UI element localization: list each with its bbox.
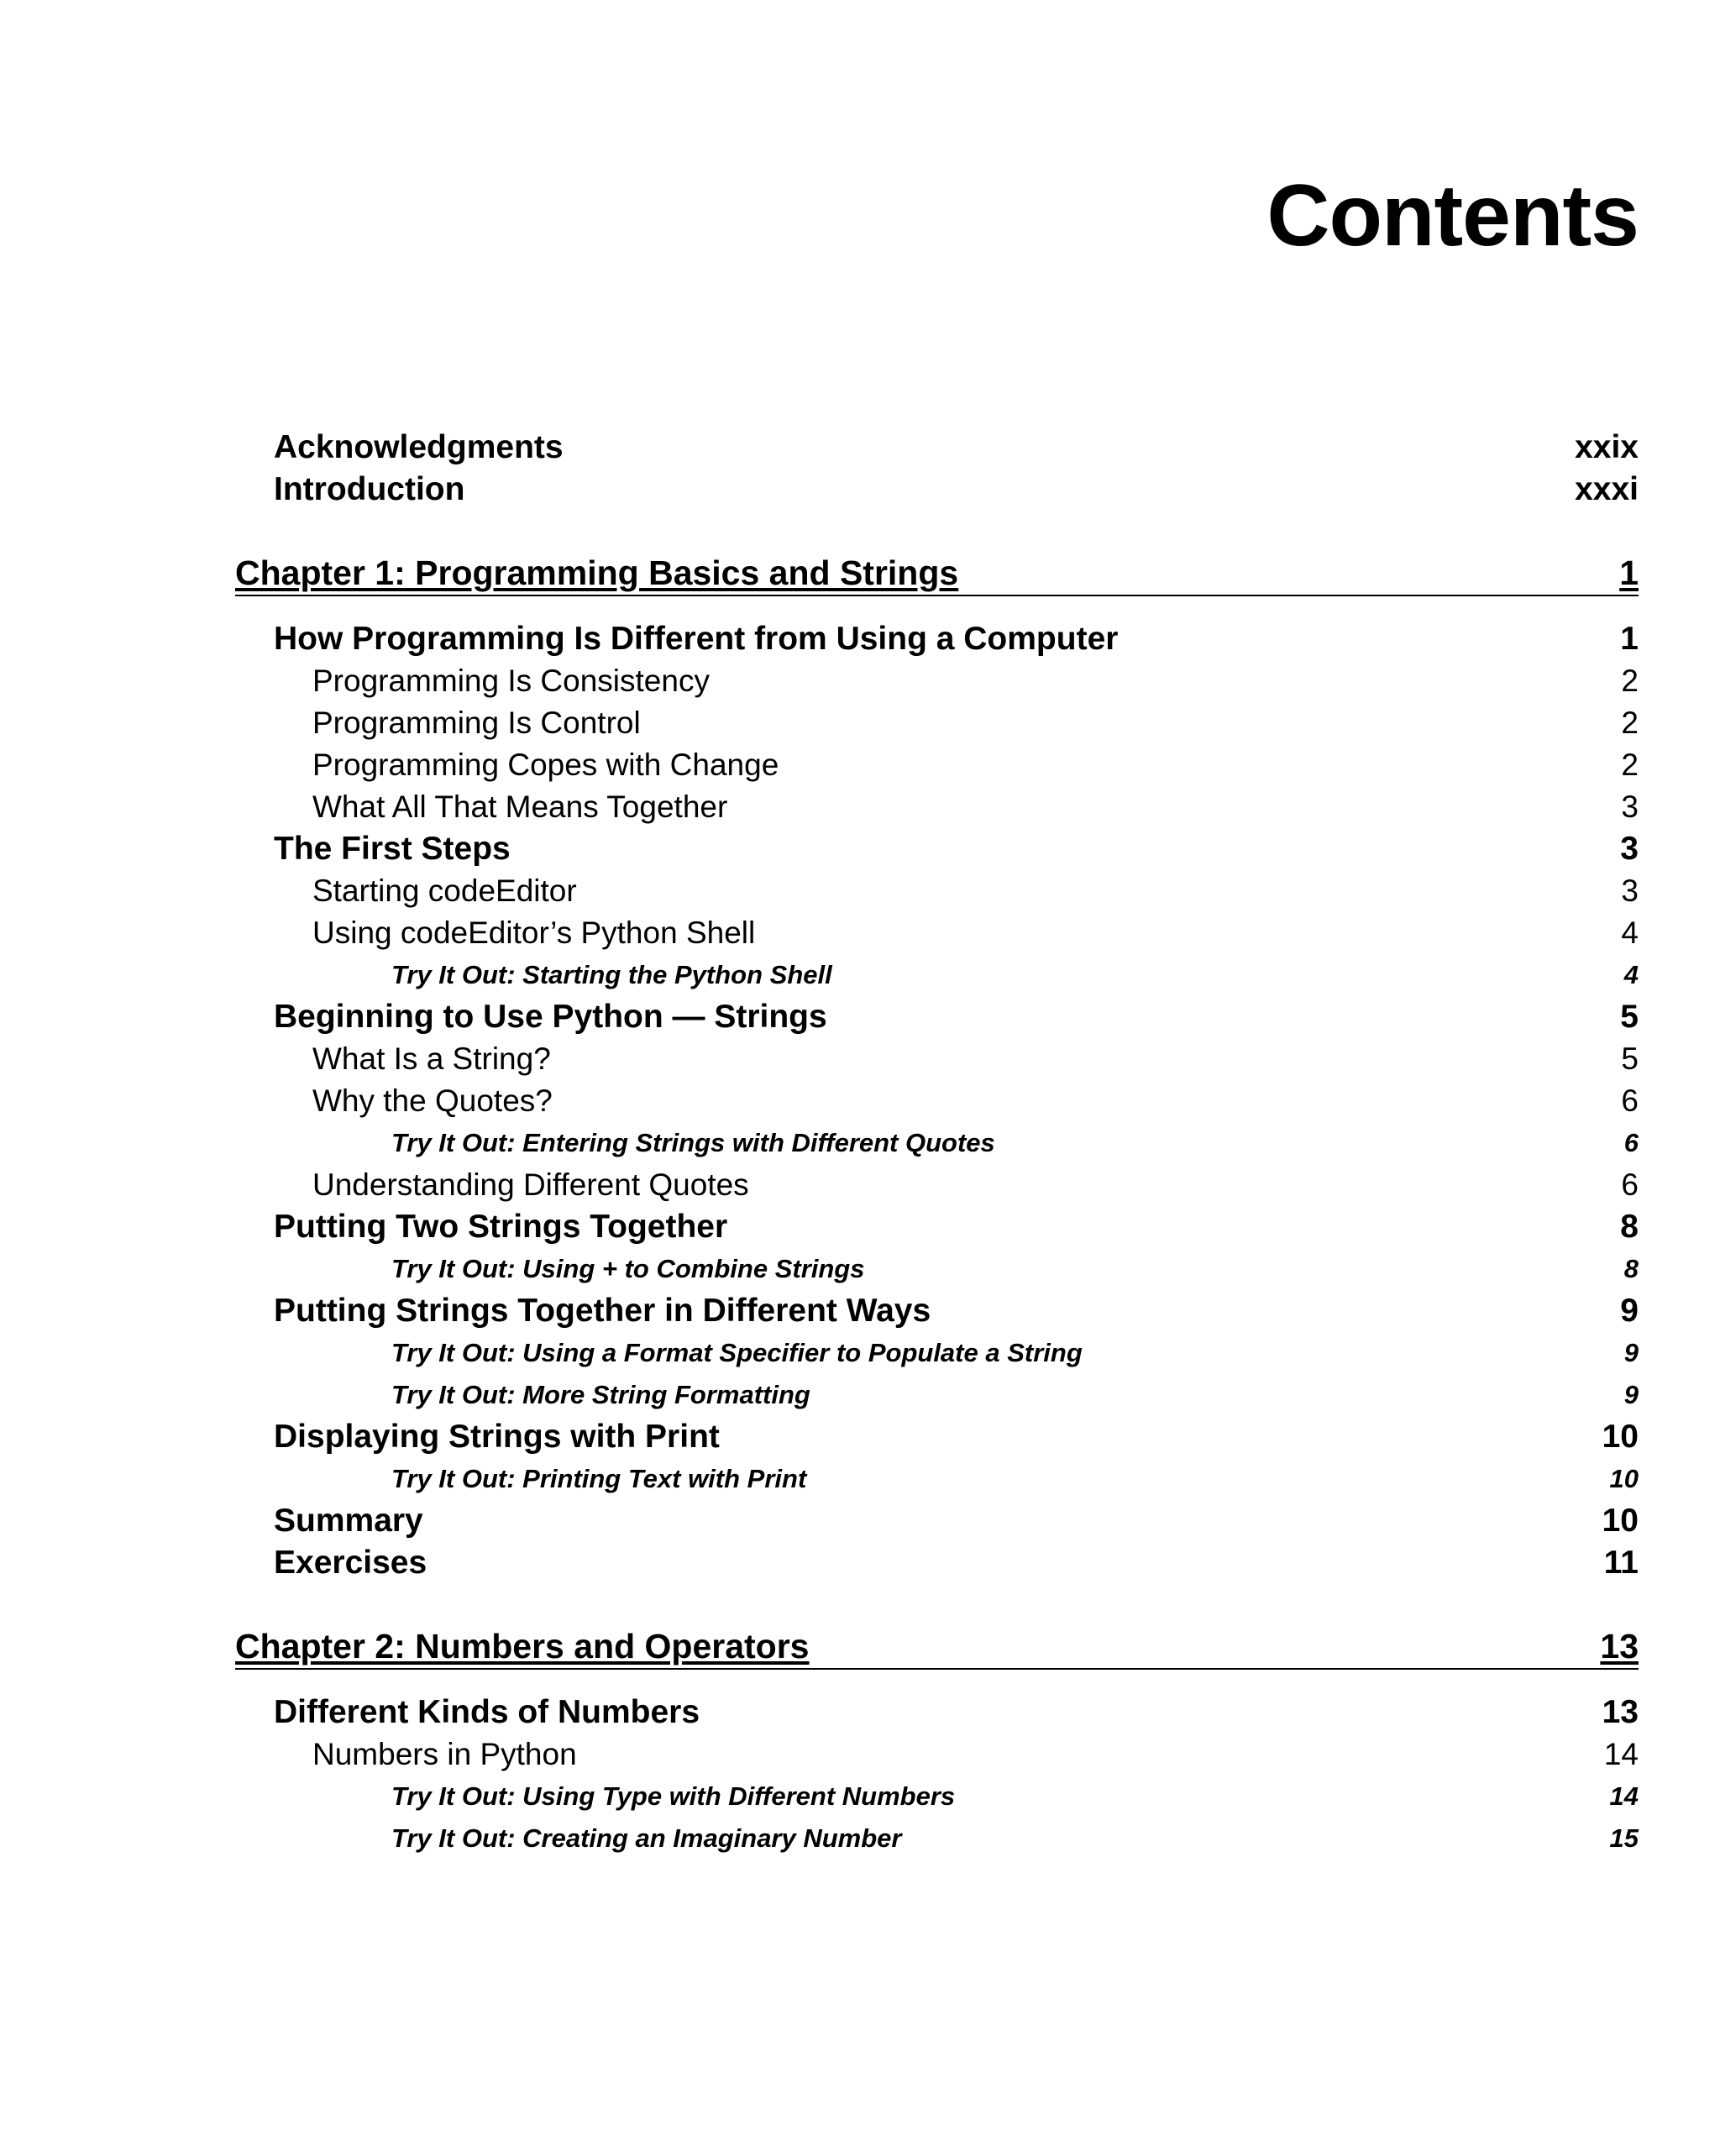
toc-entry-page: 10 bbox=[1602, 1503, 1639, 1539]
toc-entry-page: 11 bbox=[1603, 1545, 1639, 1581]
toc-entry-section[interactable] bbox=[235, 1542, 1639, 1584]
toc-entry-title: Try It Out: Entering Strings with Different Quotes bbox=[391, 1128, 995, 1157]
toc-entry-title: What All That Means Together bbox=[312, 789, 728, 824]
chapter-list bbox=[235, 544, 1639, 1860]
toc-entry-page: 3 bbox=[1621, 789, 1639, 824]
toc-entry-page: 2 bbox=[1621, 706, 1639, 740]
toc-entry-try[interactable] bbox=[235, 1374, 1639, 1416]
toc-entry-page: 8 bbox=[1623, 1254, 1639, 1283]
chapter-heading[interactable] bbox=[235, 544, 1639, 596]
toc-entry-page: 5 bbox=[1620, 999, 1639, 1035]
toc-entry-try[interactable] bbox=[235, 1776, 1639, 1818]
toc-entry-page: 5 bbox=[1621, 1041, 1639, 1076]
toc-entry-title: Programming Copes with Change bbox=[312, 748, 779, 782]
toc-entry-sub[interactable] bbox=[235, 786, 1639, 828]
chapter-page: 1 bbox=[1619, 553, 1639, 592]
toc-entry-page: 1 bbox=[1620, 621, 1639, 657]
toc-entry-title: Programming Is Consistency bbox=[312, 664, 710, 698]
toc-entry-try[interactable] bbox=[235, 954, 1639, 996]
toc-entry-page: 14 bbox=[1603, 1737, 1639, 1771]
toc-entry-page: 9 bbox=[1623, 1380, 1639, 1409]
toc-entry-title: Try It Out: Printing Text with Print bbox=[391, 1464, 807, 1493]
toc-entry-title: Programming Is Control bbox=[312, 706, 641, 740]
toc-entry-title: Starting codeEditor bbox=[312, 873, 577, 908]
chapter-title: Chapter 2: Numbers and Operators bbox=[235, 1627, 810, 1666]
toc-entry-section[interactable] bbox=[235, 1692, 1639, 1734]
toc-entry-title: Understanding Different Quotes bbox=[312, 1167, 749, 1202]
toc-entry-title: Acknowledgments bbox=[274, 429, 564, 465]
toc-entry-page: 8 bbox=[1620, 1209, 1639, 1245]
toc-entry-sub[interactable] bbox=[235, 744, 1639, 786]
toc-entry-title: Beginning to Use Python — Strings bbox=[274, 999, 827, 1035]
toc-entry-sub[interactable] bbox=[235, 1080, 1639, 1122]
toc-entry-try[interactable] bbox=[235, 1122, 1639, 1164]
toc-entry-title: Summary bbox=[274, 1503, 423, 1539]
toc-entry-section[interactable] bbox=[235, 1416, 1639, 1458]
toc-entry-title: How Programming Is Different from Using a Computer bbox=[274, 621, 1119, 657]
chapter-page: 13 bbox=[1600, 1627, 1639, 1666]
toc-entry-section[interactable] bbox=[235, 996, 1639, 1038]
toc-entry-try[interactable] bbox=[235, 1248, 1639, 1290]
toc-entry-title: Using codeEditor’s Python Shell bbox=[312, 915, 756, 950]
toc-entry-page: 2 bbox=[1621, 748, 1639, 782]
toc-entry-section[interactable] bbox=[235, 1206, 1639, 1248]
toc-entry-page: 13 bbox=[1602, 1694, 1639, 1730]
toc-entry-title: Different Kinds of Numbers bbox=[274, 1694, 700, 1730]
toc-entry-try[interactable] bbox=[235, 1332, 1639, 1374]
toc-entry-title: Try It Out: Using a Format Specifier to Populate a String bbox=[391, 1338, 1083, 1367]
toc-entry-page: 10 bbox=[1602, 1419, 1639, 1455]
chapter-heading[interactable] bbox=[235, 1618, 1639, 1670]
toc-entry-sub[interactable] bbox=[235, 660, 1639, 702]
toc-entry-sub[interactable] bbox=[235, 870, 1639, 912]
toc-entry-title: Putting Strings Together in Different Ways bbox=[274, 1293, 931, 1329]
toc-entry-page: xxix bbox=[1575, 429, 1639, 465]
toc-entry-page: xxxi bbox=[1575, 471, 1639, 507]
toc-entry-page: 15 bbox=[1609, 1823, 1639, 1853]
toc-entry-try[interactable] bbox=[235, 1818, 1639, 1860]
toc-entry-title: Try It Out: More String Formatting bbox=[391, 1380, 810, 1409]
toc-entry-front[interactable] bbox=[235, 427, 1639, 469]
toc-entry-title: Try It Out: Using + to Combine Strings bbox=[391, 1254, 865, 1283]
toc-entry-page: 9 bbox=[1620, 1293, 1639, 1329]
toc-entry-section[interactable] bbox=[235, 618, 1639, 660]
toc-entry-title: Try It Out: Creating an Imaginary Number bbox=[391, 1823, 902, 1853]
toc-entry-page: 3 bbox=[1621, 873, 1639, 908]
toc-entry-sub[interactable] bbox=[235, 1164, 1639, 1206]
toc-entry-page: 4 bbox=[1623, 960, 1639, 989]
page-title: Contents bbox=[1266, 167, 1639, 265]
toc-entry-sub[interactable] bbox=[235, 702, 1639, 744]
toc-entry-sub[interactable] bbox=[235, 1038, 1639, 1080]
toc-entry-page: 6 bbox=[1623, 1128, 1639, 1157]
toc-entry-section[interactable] bbox=[235, 828, 1639, 870]
toc-entry-page: 2 bbox=[1621, 664, 1639, 698]
toc-entry-section[interactable] bbox=[235, 1290, 1639, 1332]
toc-entry-title: What Is a String? bbox=[312, 1041, 551, 1076]
toc-entry-title: Why the Quotes? bbox=[312, 1083, 553, 1118]
toc-entry-page: 9 bbox=[1623, 1338, 1639, 1367]
toc-entry-sub[interactable] bbox=[235, 1734, 1639, 1776]
toc-entry-page: 6 bbox=[1621, 1083, 1639, 1118]
toc-entry-title: Displaying Strings with Print bbox=[274, 1419, 720, 1455]
toc-entry-title: The First Steps bbox=[274, 831, 511, 867]
toc-entry-title: Introduction bbox=[274, 471, 465, 507]
toc-entry-page: 14 bbox=[1609, 1781, 1639, 1811]
toc-entry-front[interactable] bbox=[235, 469, 1639, 511]
chapter-title: Chapter 1: Programming Basics and Strings bbox=[235, 553, 959, 592]
toc-entry-page: 6 bbox=[1621, 1167, 1639, 1202]
toc-entry-page: 4 bbox=[1621, 915, 1639, 950]
toc-entry-title: Try It Out: Using Type with Different Numbers bbox=[391, 1781, 956, 1811]
toc-entry-page: 3 bbox=[1620, 831, 1639, 867]
toc-entry-page: 10 bbox=[1609, 1464, 1639, 1493]
toc-entry-title: Numbers in Python bbox=[312, 1737, 577, 1771]
toc-entry-title: Exercises bbox=[274, 1545, 427, 1581]
toc-entry-section[interactable] bbox=[235, 1500, 1639, 1542]
toc-entry-try[interactable] bbox=[235, 1458, 1639, 1500]
toc-entry-title: Putting Two Strings Together bbox=[274, 1209, 728, 1245]
toc-entry-title: Try It Out: Starting the Python Shell bbox=[391, 960, 832, 989]
table-of-contents bbox=[235, 427, 1639, 1860]
toc-entry-sub[interactable] bbox=[235, 912, 1639, 954]
